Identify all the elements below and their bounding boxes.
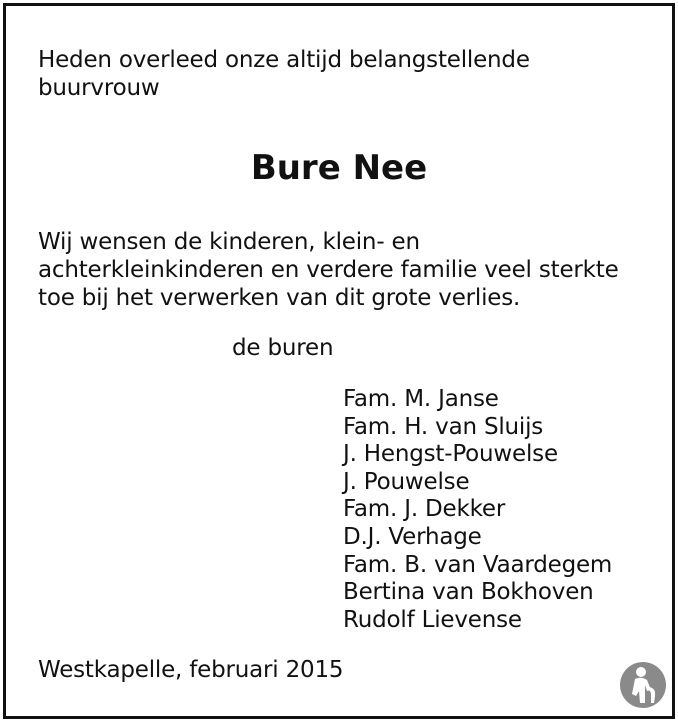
condolence-line: achterkleinkinderen en verdere familie veel sterkte bbox=[38, 257, 619, 283]
signatory-list bbox=[343, 386, 612, 634]
signatory-name: Bertina van Bokhoven bbox=[343, 579, 594, 606]
deceased-name: Bure Nee bbox=[250, 148, 428, 188]
intro-line: buurvrouw bbox=[38, 75, 160, 101]
place-date: Westkapelle, februari 2015 bbox=[38, 657, 344, 683]
intro-text bbox=[38, 46, 530, 102]
signatory-name: Fam. J. Dekker bbox=[343, 496, 506, 523]
mourning-figure-icon bbox=[618, 660, 668, 710]
signatory-name: Fam. M. Janse bbox=[343, 386, 499, 412]
signatory-name: Rudolf Lievense bbox=[343, 606, 522, 633]
condolence-line: Wij wensen de kinderen, klein- en bbox=[38, 229, 420, 255]
signed-by: de buren bbox=[232, 335, 334, 361]
logo-head bbox=[636, 667, 646, 677]
signatory-name: J. Hengst-Pouwelse bbox=[343, 441, 558, 468]
signatory-name: Fam. H. van Sluijs bbox=[343, 413, 544, 440]
signatory-name: D.J. Verhage bbox=[343, 523, 482, 550]
signatory-name: Fam. B. van Vaardegem bbox=[343, 551, 613, 578]
intro-line: Heden overleed onze altijd belangstellende bbox=[38, 47, 530, 73]
signatory-name: J. Pouwelse bbox=[343, 468, 470, 495]
condolence-line: toe bij het verwerken van dit grote verlies. bbox=[38, 285, 521, 311]
condolence-text bbox=[38, 228, 619, 312]
